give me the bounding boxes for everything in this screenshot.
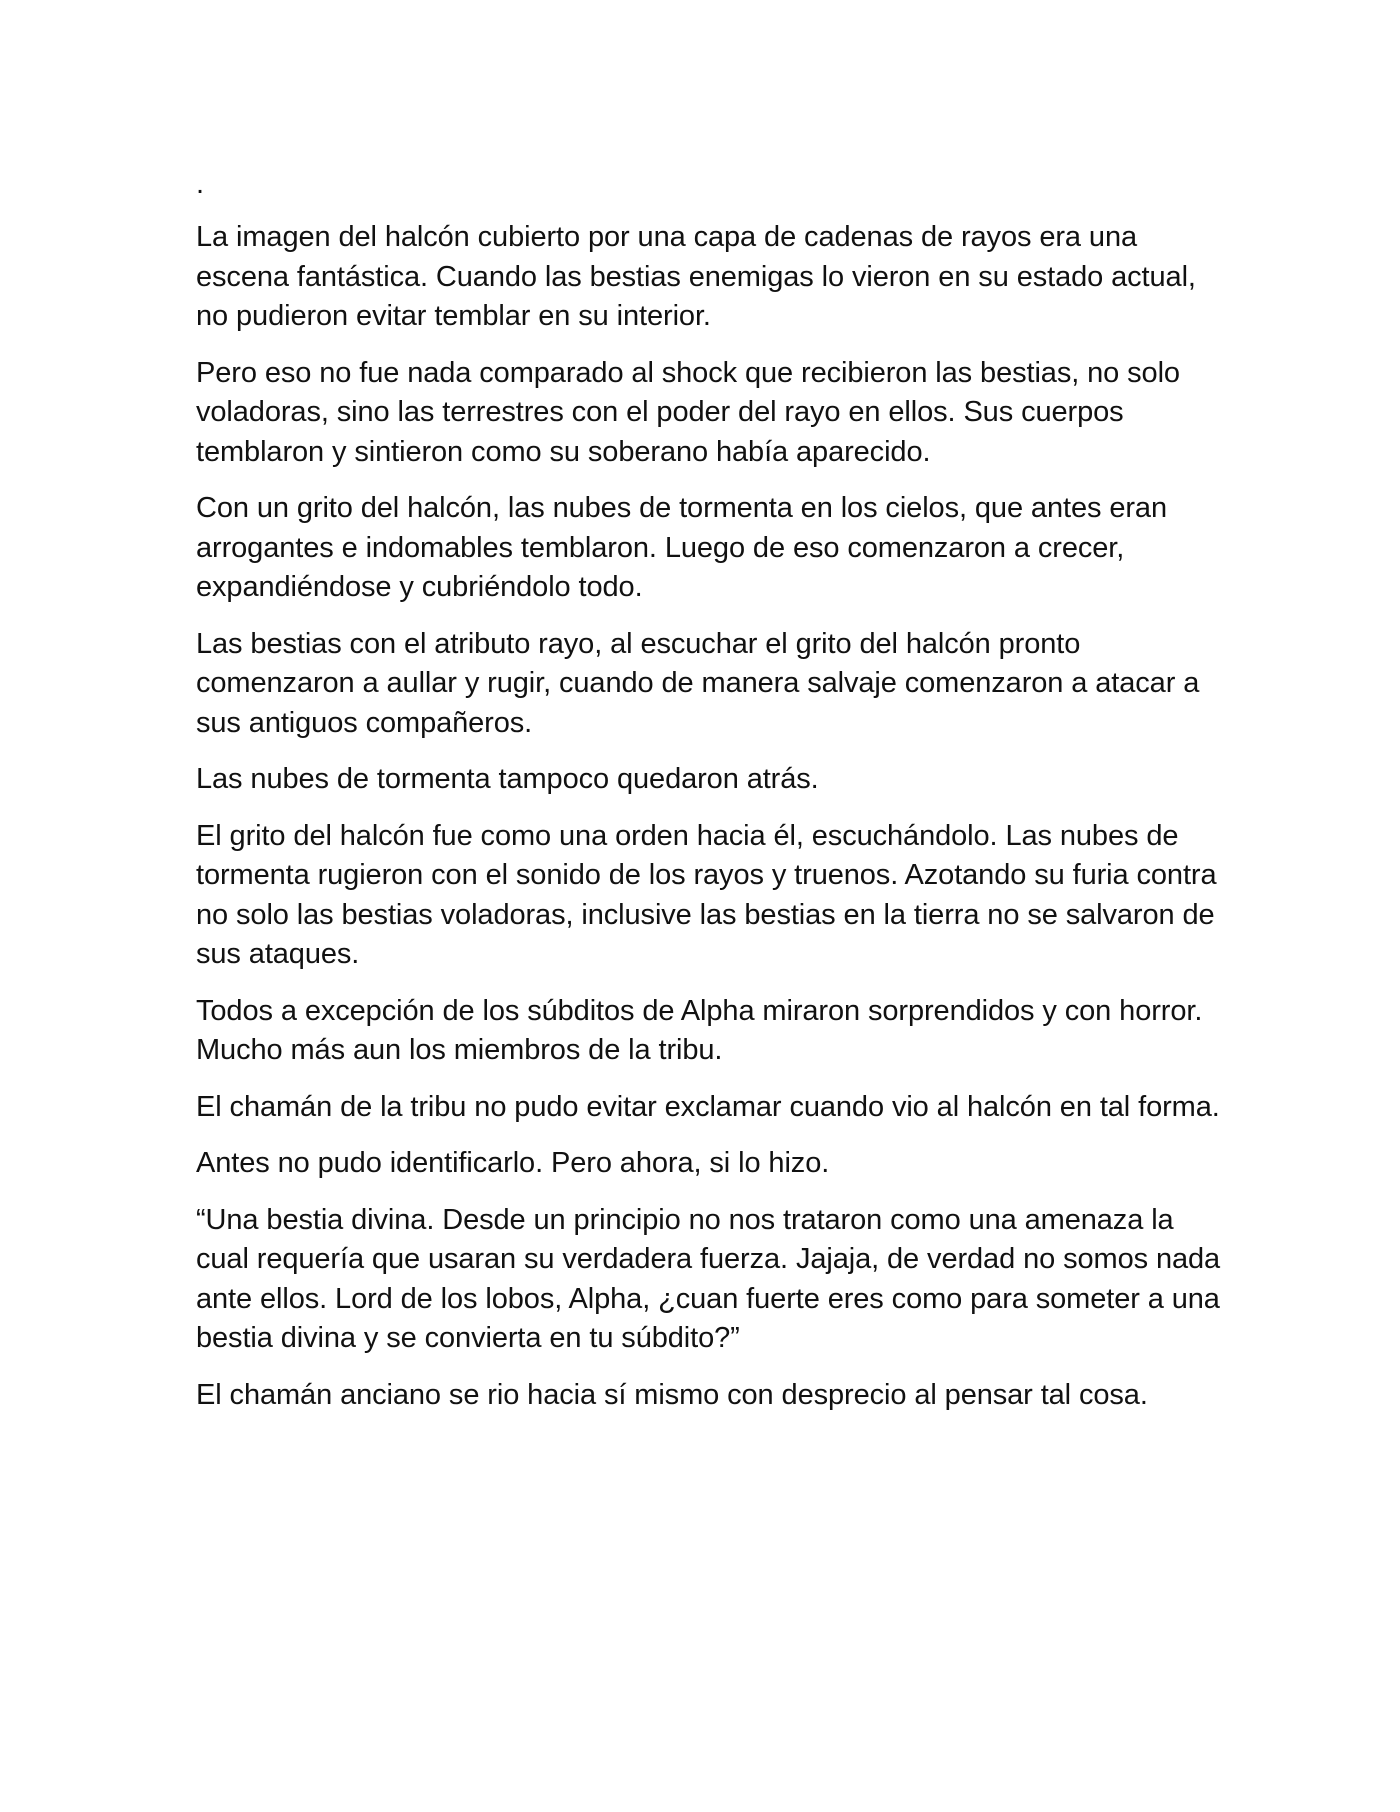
leading-mark: . (196, 168, 204, 200)
paragraph-6: El grito del halcón fue como una orden hacia él, escuchándolo. Las nubes de tormenta rugieron con el sonido de los rayos y truenos. Azotando su furia contra no solo las bestias voladoras, inclusive las bestias en la tierra no se salvaron de sus ataques. (196, 819, 1217, 970)
paragraph-5: Las nubes de tormenta tampoco quedaron atrás. (196, 763, 819, 795)
paragraph-11: El chamán anciano se rio hacia sí mismo con desprecio al pensar tal cosa. (196, 1378, 1148, 1411)
paragraph-7: Todos a excepción de los súbditos de Alpha miraron sorprendidos y con horror. Mucho más aun los miembros de la tribu. (196, 994, 1203, 1066)
document-body (196, 165, 1226, 1432)
paragraph-1: La imagen del halcón cubierto por una capa de cadenas de rayos era una escena fantástica. Cuando las bestias enemigas lo vieron en su estado actual, no pudieron evitar temblar en su interior. (196, 221, 1196, 332)
paragraph-4: Las bestias con el atributo rayo, al escuchar el grito del halcón pronto comenzaron a aullar y rugir, cuando de manera salvaje comenzaron a atacar a sus antiguos compañeros. (196, 627, 1200, 739)
paragraph-8: El chamán de la tribu no pudo evitar exclamar cuando vio al halcón en tal forma. (196, 1090, 1220, 1123)
paragraph-10: “Una bestia divina. Desde un principio no nos trataron como una amenaza la cual requería que usaran su verdadera fuerza. Jajaja, de verdad no somos nada ante ellos. Lord de los lobos, Alpha, ¿cuan fuerte eres como para someter a una bestia divina y se convierta en tu súbdito?” (196, 1203, 1221, 1354)
paragraph-3: Con un grito del halcón, las nubes de tormenta en los cielos, que antes eran arrogantes e indomables temblaron. Luego de eso comenzaron a crecer, expandiéndose y cubriéndolo todo. (196, 492, 1167, 603)
paragraph-9: Antes no pudo identificarlo. Pero ahora, si lo hizo. (196, 1147, 830, 1179)
paragraph-2: Pero eso no fue nada comparado al shock que recibieron las bestias, no solo voladoras, sino las terrestres con el poder del rayo en ellos. Sus cuerpos temblaron y sintieron como su soberano había aparecido. (196, 356, 1180, 468)
